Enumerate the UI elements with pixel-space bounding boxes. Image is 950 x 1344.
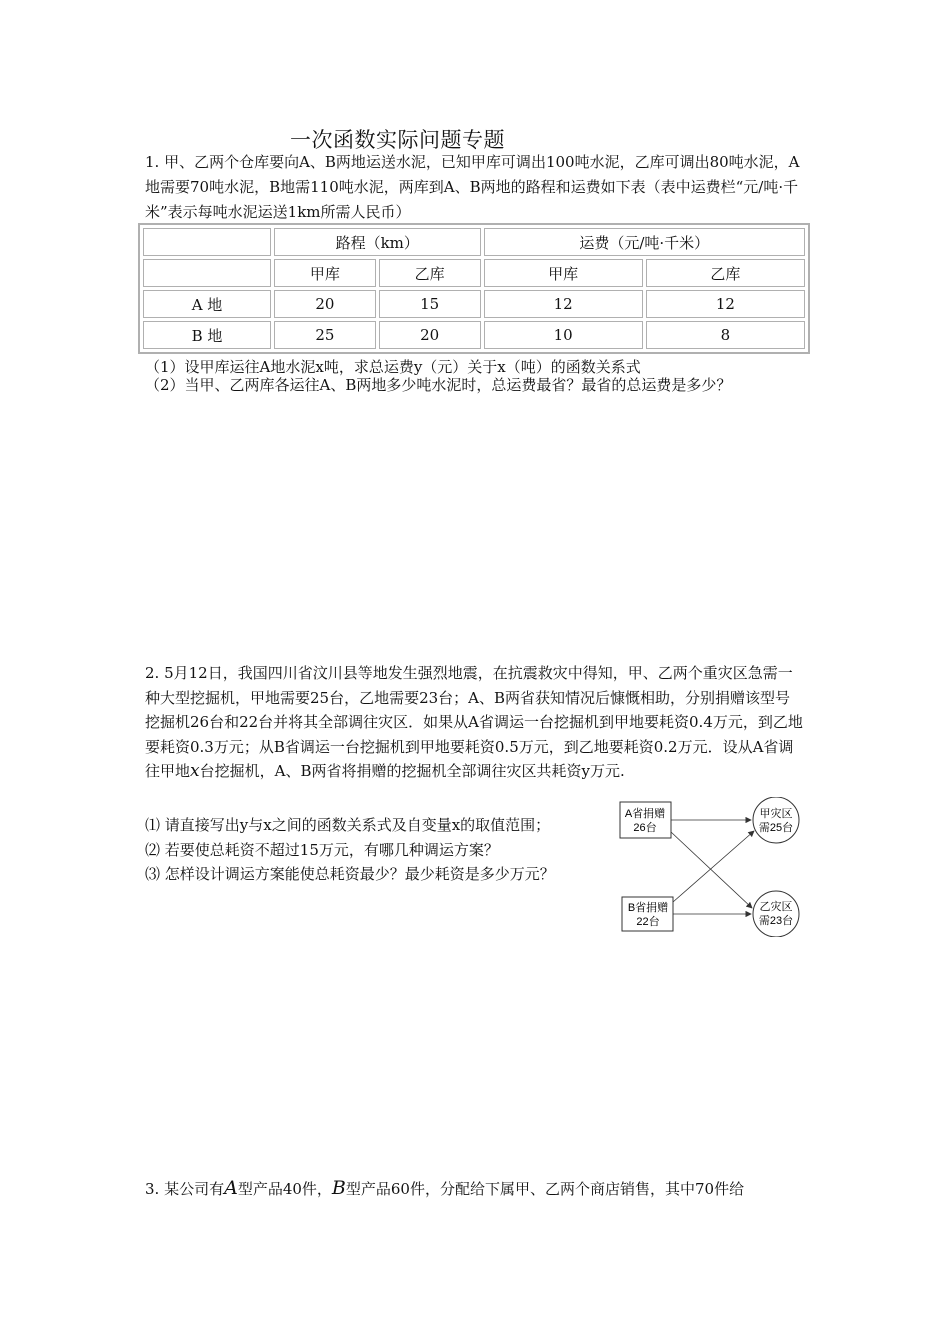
header-cost: 运费（元/吨·千米） [484,228,806,256]
table-cell: 15 [379,290,481,318]
table-row [143,259,805,287]
province-b-label-2: 22台 [636,916,660,928]
table-cell: 8 [646,321,805,349]
variable-x: x [190,761,200,781]
table-row [143,290,805,318]
row-label: A 地 [143,290,271,318]
sub-header: 乙库 [379,259,481,287]
table-cell: 20 [379,321,481,349]
transport-diagram [617,797,807,937]
sub-header: 甲库 [274,259,376,287]
question-1-part-1: （1）设甲库运往A地水泥x吨，求总运费y（元）关于x（吨）的函数关系式 [145,358,641,376]
row-label: B 地 [143,321,271,349]
arrow-b-to-jia [673,831,754,902]
table-row [143,321,805,349]
question-1-part-2: （2）当甲、乙两库各运往A、B两地多少吨水泥时，总运费最省？最省的总运费是多少？ [145,376,732,394]
question-3-mid: 型产品40件， [237,1180,332,1198]
question-2-item-2: ⑵ 若要使总耗资不超过15万元，有哪几种调运方案？ [145,841,499,859]
question-1-text: 1. 甲、乙两个仓库要向A、B两地运送水泥，已知甲库可调出100吨水泥，乙库可调出80吨水泥，A地需要70吨水泥，B地需110吨水泥，两库到A、B两地的路程和运费如下表（表中运费栏“元/吨·千米”表示每吨水泥运送1km所需人民币） [145,153,800,221]
variable-a: A [224,1177,238,1199]
sub-header: 乙库 [646,259,805,287]
question-2-text-a: 2. 5月12日，我国四川省汶川县等地发生强烈地震，在抗震救灾中得知，甲、乙两个重灾区急需一种大型挖掘机，甲地需要25台，乙地需要23台；A、B两省获知情况后慷慨相助，分别捐赠该型号挖掘机26台和22台并将其全部调往灾区．如果从A省调运一台挖掘机到甲地要耗资0.4万元，到乙地要耗资0.3万元；从B省调运一台挖掘机到甲地要耗资0.5万元，到乙地要耗资0.2万元．设从A省调往甲地 [145,664,803,780]
table-cell: 10 [484,321,643,349]
question-2-item-3: ⑶ 怎样设计调运方案能使总耗资最少？最少耗资是多少万元？ [145,865,555,883]
table-row [143,228,805,256]
area-jia-label-1: 甲灾区 [759,808,793,820]
table-cell: 25 [274,321,376,349]
question-3-text [145,1176,805,1202]
area-yi-label-1: 乙灾区 [759,901,793,913]
sub-header: 甲库 [484,259,643,287]
area-yi-label-2: 需23台 [758,915,794,927]
province-a-label-1: A省捐赠 [624,808,666,820]
province-a-label-2: 26台 [633,822,657,834]
page-title: 一次函数实际问题专题 [290,128,505,152]
question-2-text-b: 台挖掘机，A、B两省将捐赠的挖掘机全部调往灾区共耗资y万元. [199,762,625,780]
variable-b: B [331,1177,346,1199]
area-jia-label-2: 需25台 [758,822,794,834]
question-3-pre: 3. 某公司有 [145,1180,225,1198]
question-3-post: 型产品60件，分配给下属甲、乙两个商店销售，其中70件给 [345,1180,745,1198]
table-cell: 12 [646,290,805,318]
area-jia-circle [753,797,799,843]
cost-table [138,223,810,354]
area-yi-circle [753,891,799,937]
question-2-item-1: ⑴ 请直接写出y与x之间的函数关系式及自变量x的取值范围； [145,816,551,834]
table-cell: 20 [274,290,376,318]
header-distance: 路程（km） [274,228,481,256]
table-cell: 12 [484,290,643,318]
table-cell-empty [143,228,271,256]
table-cell-empty [143,259,271,287]
province-b-label-1: B省捐赠 [627,902,669,914]
question-2-text [145,661,805,784]
